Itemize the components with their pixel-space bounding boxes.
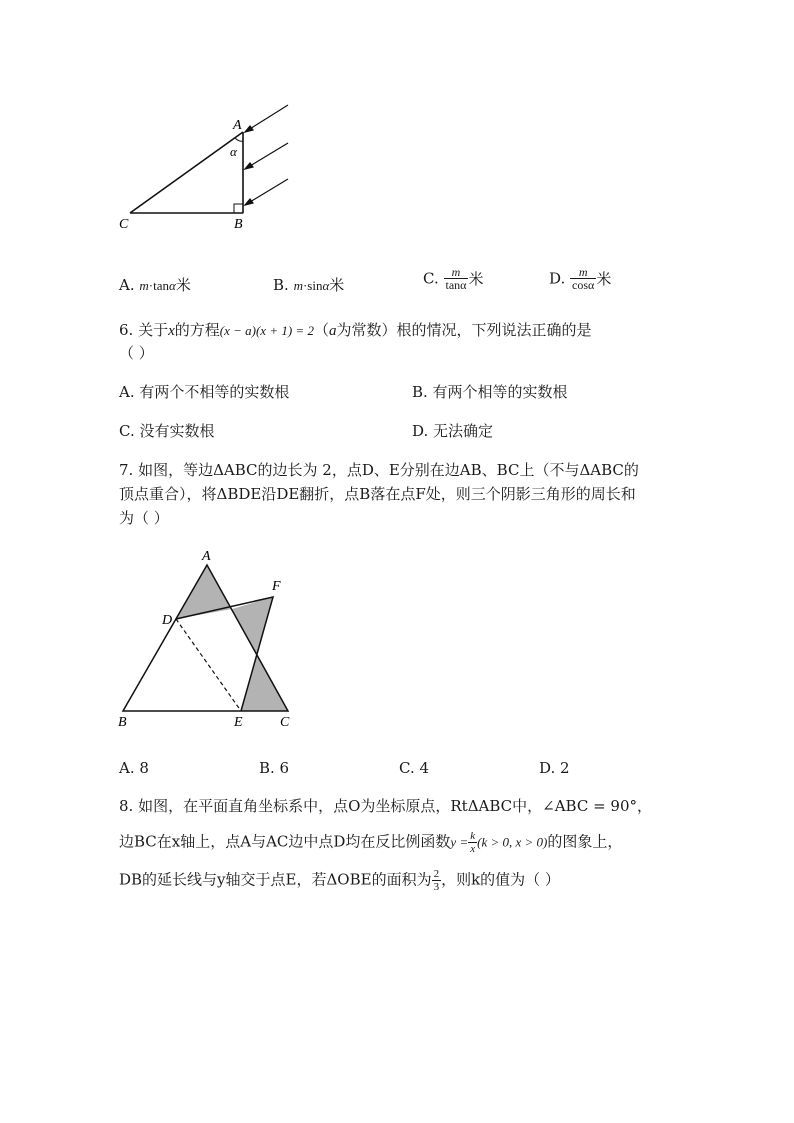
fraction-k-over-x: $\frac{k}{x}$ [470, 830, 476, 855]
fraction-m-over-tan: $\frac{m}{\tan\alpha}$ [445, 265, 467, 292]
q7-option-c[interactable]: C. 4 [399, 759, 430, 777]
q7-option-d[interactable]: D. 2 [539, 759, 570, 777]
q6-option-d[interactable]: D. 无法确定 [412, 422, 494, 440]
q8-stem-line3: DB的延长线与y轴交于点E，若ΔOBE的面积为 $\frac{2}{3}$ ，则k的值为（ ） [119, 868, 560, 893]
q7-stem-line2: 顶点重合），将ΔBDE沿DE翻折，点B落在点F处，则三个阴影三角形的周长和 [119, 485, 636, 503]
fraction-two-thirds: $\frac{2}{3}$ [433, 868, 440, 893]
q6-option-a[interactable]: A. 有两个不相等的实数根 [119, 383, 290, 401]
fold-line-de [176, 619, 241, 711]
q6-answer-paren: （ ） [119, 344, 154, 362]
label-b: B [234, 217, 243, 232]
label-alpha: α [230, 144, 237, 159]
q8-stem-line1: 8. 如图，在平面直角坐标系中，点O为坐标原点，RtΔABC中，∠ABC = 90°， [119, 797, 653, 815]
figure-triangle-rays [110, 95, 310, 235]
label-a: A [233, 118, 242, 133]
label-e: E [234, 715, 243, 730]
label-a: A [202, 549, 211, 564]
figure-folded-triangle [110, 545, 310, 735]
fraction-m-over-cos: $\frac{m}{\cos\alpha}$ [572, 265, 595, 292]
q5-option-b[interactable]: B. m·sinα米 [273, 276, 345, 294]
side-ca [130, 132, 243, 213]
q6-stem: 6. 关于x的方程(x − a)(x + 1) = 2（a为常数）根的情况，下列说法正确的是 [119, 321, 592, 339]
shaded-triangle-top [176, 565, 232, 619]
q7-option-b[interactable]: B. 6 [259, 759, 290, 777]
label-d: D [162, 613, 173, 628]
label-f: F [272, 579, 281, 594]
q7-stem-line3: 为（ ） [119, 509, 169, 527]
q8-stem-line2: 边BC在x轴上，点A与AC边中点D均在反比例函数y = $\frac{k}{x}$ (k > 0, x > 0)的图象上， [119, 830, 623, 855]
q7-option-a[interactable]: A. 8 [119, 759, 149, 777]
light-rays [245, 105, 288, 205]
q5-option-a[interactable]: A. m·tanα米 [119, 276, 191, 294]
q5-option-d[interactable]: D. $\frac{m}{\cos\alpha}$ 米 [549, 265, 612, 292]
label-b: B [118, 715, 127, 730]
label-c: C [119, 217, 129, 232]
angle-arc [235, 138, 243, 141]
q7-stem-line1: 7. 如图，等边ΔABC的边长为 2，点D、E分别在边AB、BC上（不与ΔABC的 [119, 461, 639, 479]
q6-option-c[interactable]: C. 没有实数根 [119, 422, 215, 440]
q6-option-b[interactable]: B. 有两个相等的实数根 [412, 383, 568, 401]
right-angle-mark [234, 204, 243, 213]
q5-option-c[interactable]: C. $\frac{m}{\tan\alpha}$ 米 [423, 265, 484, 292]
label-c: C [280, 715, 290, 730]
